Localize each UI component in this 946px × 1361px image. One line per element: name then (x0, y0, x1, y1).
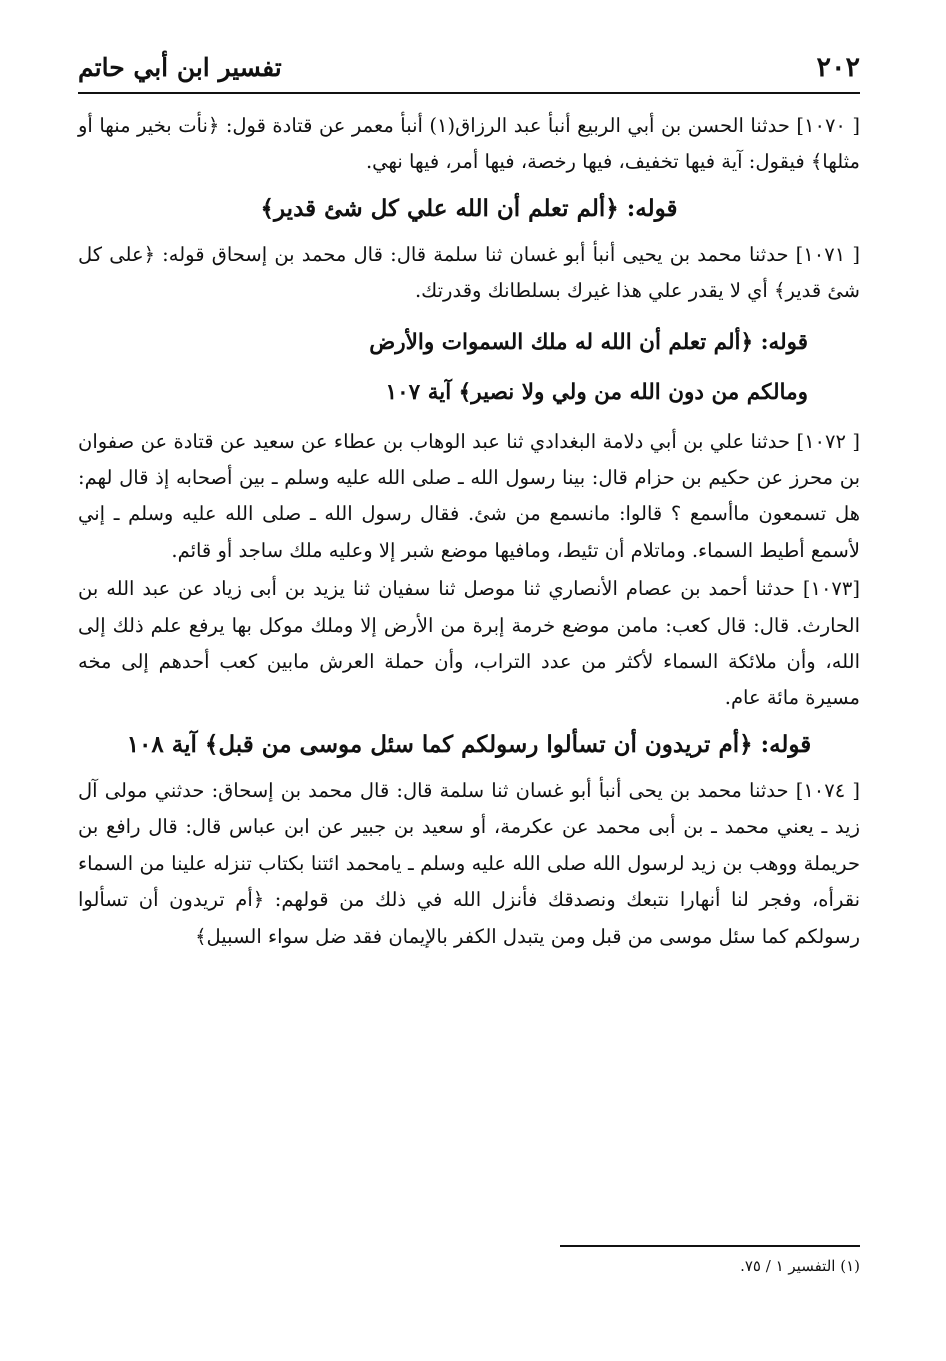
narration-1072: [ ١٠٧٢] حدثنا علي بن أبي دلامة البغدادي ثنا عبد الوهاب بن عطاء عن سعيد عن قتادة عن صفوان بن محرز عن حكيم بن حزام قال: بينا رسول الله ـ صلى الله عليه وسلم ـ بين أصحابه إذ قال لهم: هل تسمعون ماأسمع ؟ قالوا: مانسمع من شئ. فقال رسول الله ـ صلى الله عليه وسلم ـ إني لأسمع أطيط السماء. وماتلام أن تئيط، ومافيها موضع شبر إلا وعليه ملك ساجد أو قائم. (78, 429, 860, 562)
verse-heading-2 (78, 318, 860, 418)
narration-1073: [١٠٧٣] حدثنا أحمد بن عصام الأنصاري ثنا موصل ثنا سفيان ثنا يزيد بن أبى زياد عن عبد الله بن الحارث. قال: قال كعب: مامن موضع خرمة إبرة من الأرض إلا وملك موكل بها يرفع علم ذلك إلى الله، وأن ملائكة السماء لأكثر من عدد التراب، وأن حملة العرش مابين كعب أحدهم إلى مخه مسيرة مائة عام. (78, 577, 860, 710)
header-divider (78, 92, 860, 94)
book-page (78, 0, 860, 1361)
page-header (78, 44, 860, 88)
page-number: ٢٠٢ (816, 52, 860, 83)
running-title: تفسير ابن أبي حاتم (78, 53, 282, 82)
verse-heading-1: قوله: ﴿ألم تعلم أن الله علي كل شئ قدير﴾ (260, 194, 678, 222)
footnote: (١) التفسير ١ / ٧٥. (740, 1257, 860, 1275)
narration-1071: [ ١٠٧١] حدثنا محمد بن يحيى أنبأ أبو غسان ثنا سلمة قال: قال محمد بن إسحاق قوله: ﴿على كل شئ قدير﴾ أي لا يقدر علي هذا غيرك بسلطانك وقدرتك. (78, 242, 860, 303)
footnote-divider (560, 1245, 860, 1247)
narration-1074: [ ١٠٧٤] حدثنا محمد بن يحى أنبأ أبو غسان ثنا سلمة قال: قال محمد بن إسحاق: حدثني مولى آل زيد ـ يعني محمد ـ بن أبى محمد عن عكرمة، أو سعيد بن جبير عن ابن عباس قال: قال رافع بن حريملة ووهب بن زيد لرسول الله صلى الله عليه وسلم ـ يامحمد ائتنا بكتاب تنزله علينا من السماء نقرأه، وفجر لنا أنهارا نتبعك ونصدقك فأنزل الله في ذلك من قولهم: ﴿أم تريدون أن تسألوا رسولكم كما سئل موسى من قبل ومن يتبدل الكفر بالإيمان فقد ضل سواء السبيل﴾ (78, 778, 860, 948)
verse-heading-2-line-2: ومالكم من دون الله من ولي ولا نصير﴾ آية ١٠٧ (385, 379, 808, 405)
narration-1070: [ ١٠٧٠] حدثنا الحسن بن أبي الربيع أنبأ عبد الرزاق(١) أنبأ معمر عن قتادة قول: ﴿نأت بخير منها أو مثلها﴾ فيقول: آية فيها تخفيف، فيها رخصة، فيها أمر، فيها نهي. (78, 114, 860, 174)
page-body (78, 108, 860, 957)
verse-heading-2-line-1: قوله: ﴿ألم تعلم أن الله له ملك السموات والأرض (369, 329, 808, 355)
verse-heading-3: قوله: ﴿أم تريدون أن تسألوا رسولكم كما سئل موسى من قبل﴾ آية ١٠٨ (126, 730, 812, 758)
